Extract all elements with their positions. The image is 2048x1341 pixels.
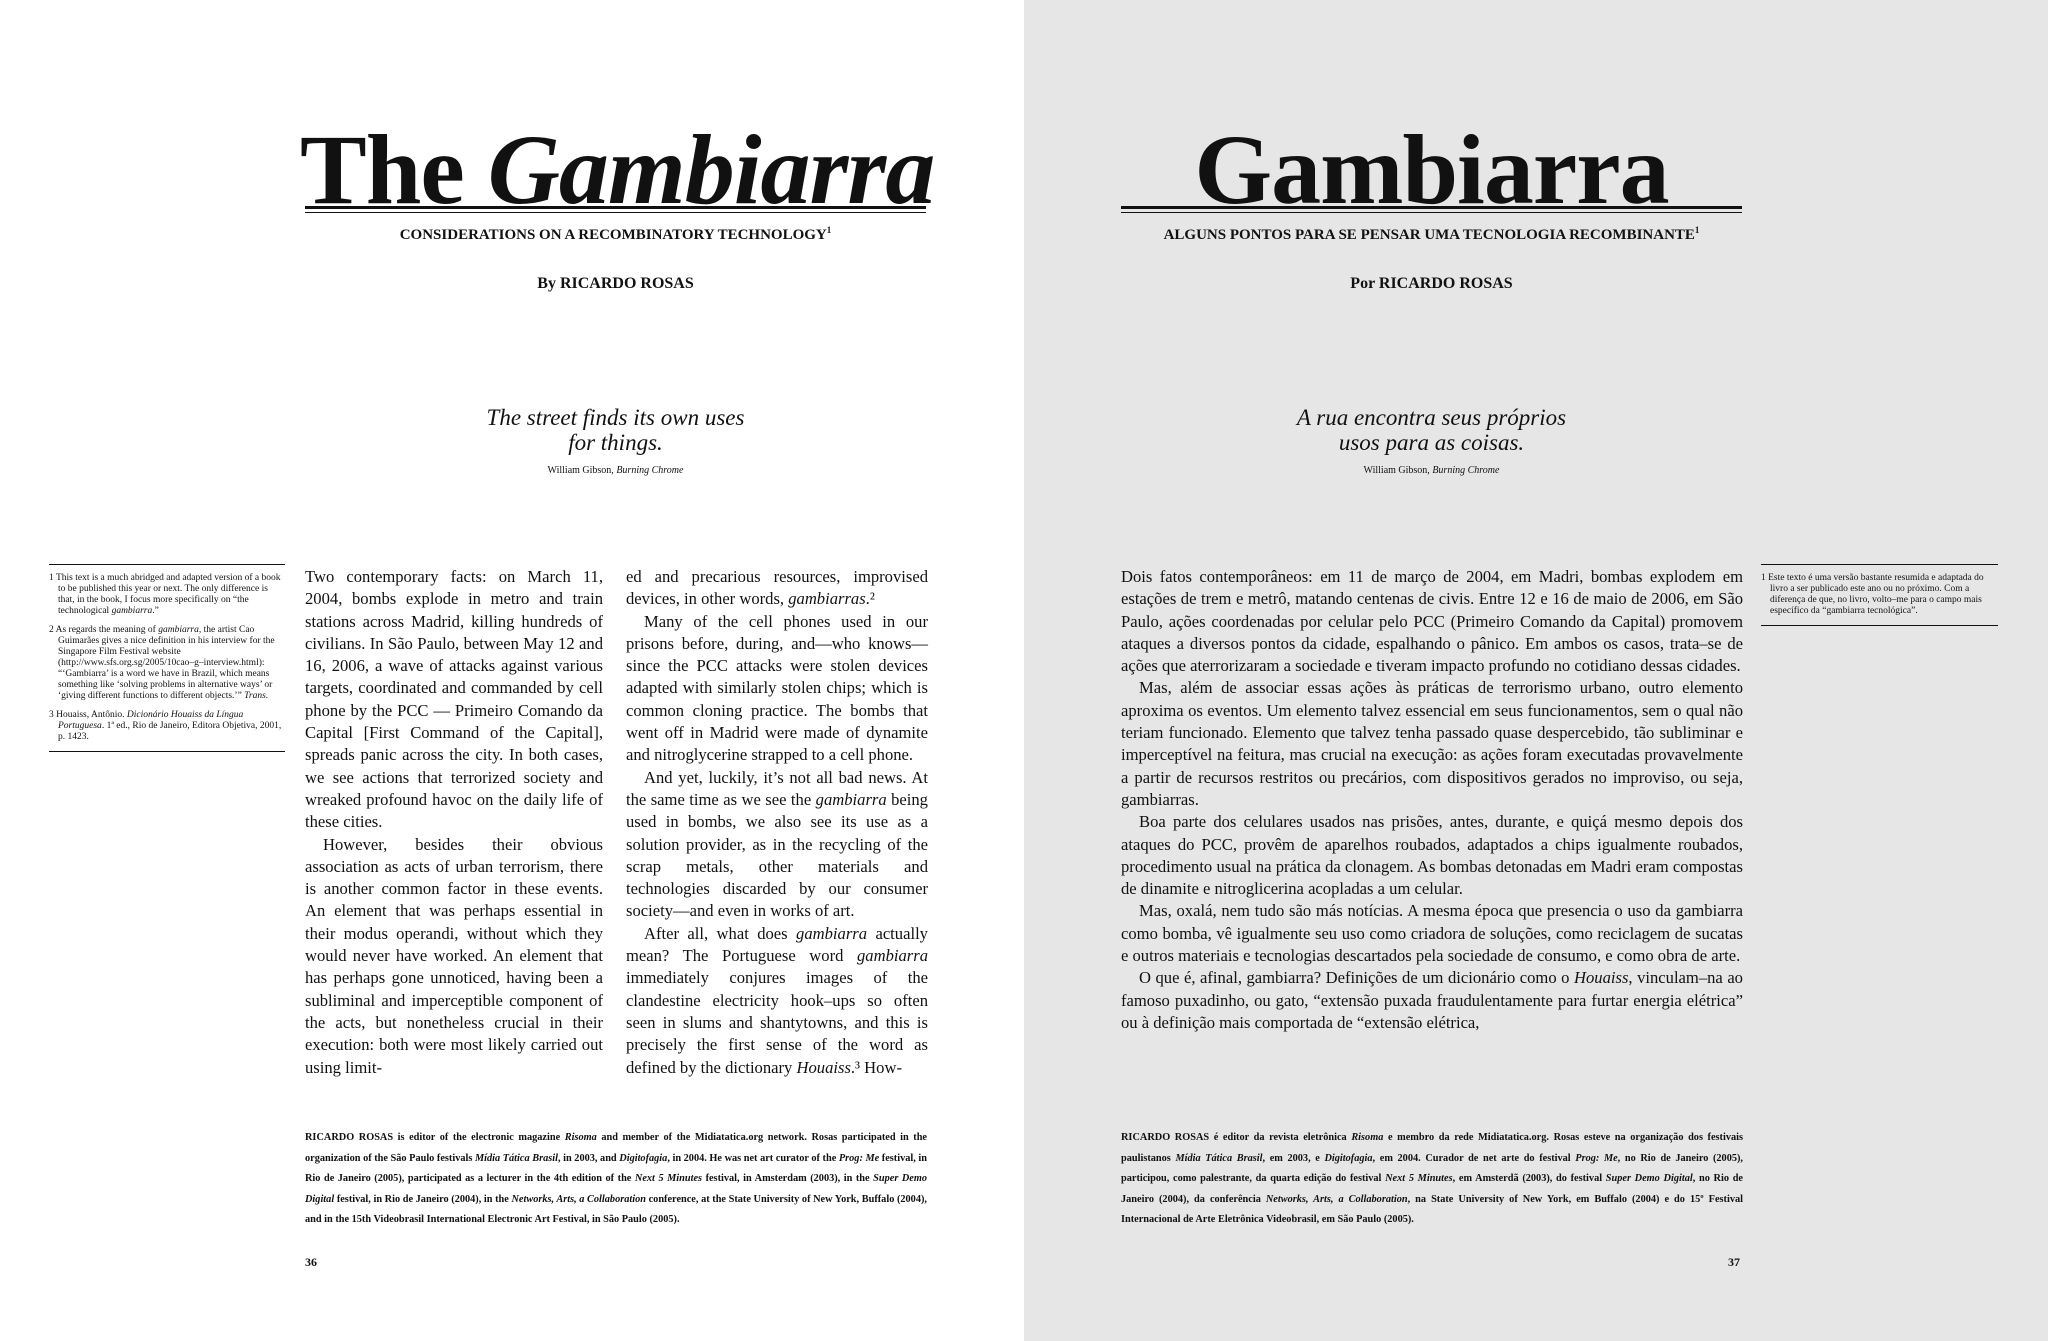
footnote-text: . 1ª ed., Rio de Janeiro, Editora Objetiva, 2001, p. 1423. [58,721,282,742]
epigraph-line-2: for things. [568,430,663,455]
author-bio-en [305,1128,927,1231]
bio-text: e membro da rede Midiatatica.org. Rosas esteve na organização dos festivais paulistanos [1121,1132,1744,1164]
footnote-italic: gambiarra [111,606,153,616]
paragraph [626,566,928,611]
text-run: After all, what does [644,923,788,943]
epigraph-attribution-pt [1121,465,1742,476]
body-text-pt [1121,566,1743,1034]
paragraph: Boa parte dos celulares usados nas prisões, antes, durante, e quiçá mesmo depois dos ataques do PCC, provêm de aparelhos roubados, adaptados a chips igualmente roubados, procedimento usual na prática da clonagem. As bombas detonadas em Madri eram compostas de dinamite e nitroglicerina acopladas a um celular. [1121,812,1743,899]
subtitle-en [305,225,926,244]
bio-italic: Digitofagia [1324,1152,1373,1164]
epigraph-work: Burning Chrome [616,465,684,476]
footnote-italic: Trans. [244,691,269,701]
text-run: immediately conjures images of the clandestine electricity hook–ups so often seen in slums and shantytowns, and this is precisely the first sense of the word as defined by the dictionary [626,968,928,1077]
bio-italic: Digitofagia [619,1152,668,1164]
epigraph-author: William Gibson, [547,465,614,476]
text-run: being used in bombs, we also see its use as a solution provider, as in the recycling of the scrap metals, other materials and technologies discarded by our consumer society—and even in works of art. [626,789,928,921]
title-plain: The [300,114,464,225]
page-number-right: 37 [1728,1255,1740,1269]
article-title-en [300,114,935,225]
text-run: .² [865,589,875,609]
epigraph-line-1: The street finds its own uses [486,405,745,430]
text-run: actually mean? The Portuguese word [626,923,928,966]
title-italic: Gambiarra [487,114,935,225]
italic-run: gambiarras [788,589,866,609]
bio-italic: Mídia Tática Brasil [474,1152,558,1164]
italic-run: Houaiss [1574,968,1629,988]
body-column-2-en [626,566,928,1079]
right-page [1024,0,2048,1341]
paragraph: Mas, oxalá, nem tudo são más notícias. A mesma época que presencia o uso da gambiarra como bomba, vê igualmente seu uso como criadora de soluções, como reciclagem de sucatas e outros materiais e tecnologias descartados pela sociedade de consumo, e como obra de arte. [1121,901,1743,966]
title-rule [305,206,926,213]
subtitle-text: CONSIDERATIONS ON A RECOMBINATORY TECHNOLOGY [399,227,827,243]
bio-text: festival, in Rio de Janeiro (2004), in the [336,1193,509,1205]
footnote-text: , the artist Cao Guimarães gives a nice definition in his interview for the Singapore Film Festival website (http://www.sfs.org.sg/2005/10cao–g–interview.html): “‘Gambiarra’ is a word we have in Brazil, which means something like ‘solving problems in alternative ways’ or ‘giving different functions to different objects.’” [58,625,275,701]
bio-text: RICARDO ROSAS é editor da revista eletrônica [1121,1132,1347,1143]
text-run: And yet, luckily, it’s not all bad news. At the same time as we see the [626,767,928,809]
epigraph-pt [1121,405,1742,455]
footnotes-pt [1761,564,1998,626]
bio-text: , in 2003, and [557,1152,617,1164]
paragraph: Many of the cell phones used in our prisons before, during, and—who knows—since the PCC attacks were stolen devices adapted with similarly stolen chips; which is common cloning practice. The bombs that went off in Madrid were made of dynamite and nitroglycerine strapped to a cell phone. [626,611,928,765]
author-bio-pt [1121,1128,1743,1231]
bio-text: and member of the Midiatatica.org network. Rosas participated in the organization of the São Paulo festivals [305,1132,927,1164]
bio-text: , na State University of New York, em Buffalo (2004) e do 15º Festival Internacional de Arte Eletrônica Videobrasil, em São Paulo (2005). [1121,1193,1743,1225]
bio-text: RICARDO ROSAS is editor of the electronic magazine [305,1132,561,1143]
bio-italic: Networks, Arts, a Collaboration [1265,1193,1408,1205]
italic-run: Houaiss [796,1057,851,1077]
text-run: ed and precarious resources, improvised devices, in other words, [626,567,928,609]
bio-text: festival, in Amsterdam (2003), in the [705,1173,870,1184]
paragraph [626,767,928,923]
bio-italic: Next 5 Minutes [1385,1173,1453,1184]
bio-text: , no Rio de Janeiro (2004), da conferência [1121,1173,1743,1205]
epigraph-line-1: A rua encontra seus próprios [1296,405,1567,430]
bio-italic: Risoma [1351,1132,1384,1143]
bio-italic: Super Demo Digital [1605,1173,1693,1184]
bio-italic: Mídia Tática Brasil [1175,1152,1263,1164]
text-run: O que é, afinal, gambiarra? Definições de um dicionário como o [1139,968,1570,988]
subtitle-ref: 1 [826,225,832,235]
byline-pt: Por RICARDO ROSAS [1350,275,1513,292]
bio-italic: Super Demo Digital [305,1173,928,1205]
footnote-1 [49,573,285,617]
subtitle-pt [1121,225,1742,244]
text-run: .³ How- [850,1057,902,1077]
subtitle-text: ALGUNS PONTOS PARA SE PENSAR UMA TECNOLOGIA RECOMBINANTE [1163,227,1695,243]
body-column-1-en [305,566,603,1079]
italic-run: gambiarra [857,946,928,966]
paragraph [626,923,928,1079]
subtitle-ref: 1 [1694,225,1700,235]
page-number-left: 36 [305,1255,317,1269]
bio-italic: Networks, Arts, a Collaboration [511,1193,646,1205]
footnote-3 [49,710,285,743]
footnote-italic: gambiarra [158,625,199,635]
italic-run: gambiarra [796,923,868,943]
paragraph: Mas, além de associar essas ações às práticas de terrorismo urbano, outro elemento aproxima os eventos. Um elemento talvez essencial em seus funcionamentos, sem o qual não teriam funcionado. Elemento que talvez tenha passado quase despercebido, tão subliminar e imperceptível na feitura, mas crucial na execução: as ações foram executadas provavelmente a partir de recursos restritos ou precários, com dispositivos gerados no improviso, ou seja, gambiarras. [1121,678,1743,809]
bio-text: conference, at the State University of New York, Buffalo (2004), and in the 15th Videobrasil International Electronic Art Festival, in São Paulo (2005). [305,1193,927,1225]
footnote-text: .” [152,606,159,616]
paragraph [1121,967,1743,1034]
footnote-text: 1 This text is a much abridged and adapted version of a book to be published this year or next. The only difference is that, in the book, I focus more specifically on “the technological [49,573,281,616]
bio-italic: Prog: Me [838,1152,880,1164]
epigraph-line-2: usos para as coisas. [1338,430,1525,455]
text-run: , vinculam–na ao famoso puxadinho, ou gato, “extensão puxada fraudulentamente para furtar energia elétrica” ou à definição mais comportada de “extensão elétrica, [1121,968,1743,1032]
epigraph-attribution-en [305,465,926,476]
footnotes-en [49,564,285,752]
paragraph: Two contemporary facts: on March 11, 2004, bombs explode in metro and train stations across Madrid, killing hundreds of civilians. In São Paulo, between May 12 and 16, 2006, a wave of attacks against various targets, coordinated and commanded by cell phone by the PCC — Primeiro Comando da Capital [First Command of the Capital], spreads panic across the city. In both cases, we see actions that terrorized society and wreaked profound havoc on the daily life of these cities. [305,567,603,832]
epigraph-author: William Gibson, [1363,465,1430,476]
footnote-italic: Dicionário Houaiss da Língua Portuguesa [58,710,244,731]
footnote-2 [49,625,285,702]
bio-text: , em Amsterdã (2003), do festival [1452,1173,1603,1184]
footnote-text: 3 Houaiss, Antônio. [49,710,125,720]
paragraph: Dois fatos contemporâneos: em 11 de março de 2004, em Madri, bombas explodem em estações de trem e metrô, matando centenas de civis. Entre 12 e 16 de maio de 2006, em São Paulo, ações coordenadas por celular pelo PCC (Primeiro Comando da Capital) promovem ataques a diversos pontos da cidade, espalhando o pânico. Em ambos os casos, trata–se de ações que aterrorizaram a sociedade e tiveram impacto profundo no cotidiano dessas cidades. [1121,567,1743,676]
bio-italic: Risoma [564,1132,597,1143]
italic-run: gambiarra [815,789,887,809]
bio-text: festival, in Rio de Janeiro (2005), participated as a lecturer in the 4th edition of the [305,1152,927,1184]
bio-text: , em 2003, e [1262,1152,1320,1164]
paragraph: However, besides their obvious association as acts of urban terrorism, there is another common factor in these events. An element that was perhaps essential in their modus operandi, without which they would never have worked. An element that has perhaps gone unnoticed, having been a subliminal and imperceptible component of the acts, but nonetheless crucial in their execution: both were most likely carried out using limit- [305,834,603,1077]
bio-text: , in 2004. He was net art curator of the [667,1152,837,1164]
article-title-pt: Gambiarra [1194,114,1669,225]
title-rule [1121,206,1742,213]
epigraph-work: Burning Chrome [1432,465,1500,476]
footnote-text: 2 As regards the meaning of [49,625,156,635]
bio-italic: Prog: Me [1575,1152,1618,1164]
bio-text: , no Rio de Janeiro (2005), participou, como palestrante, da quarta edição do festival [1121,1152,1744,1184]
footnote-1: 1 Este texto é uma versão bastante resumida e adaptada do livro a ser publicado este ano ou no próximo. Com a diferença de que, no livro, volto–me para o campo mais específico da “gambiarra tecnológica”. [1761,573,1984,616]
bio-italic: Next 5 Minutes [634,1173,703,1184]
byline-en: By RICARDO ROSAS [537,275,694,292]
epigraph-en [305,405,926,455]
bio-text: , em 2004. Curador de net arte do festival [1372,1152,1571,1164]
